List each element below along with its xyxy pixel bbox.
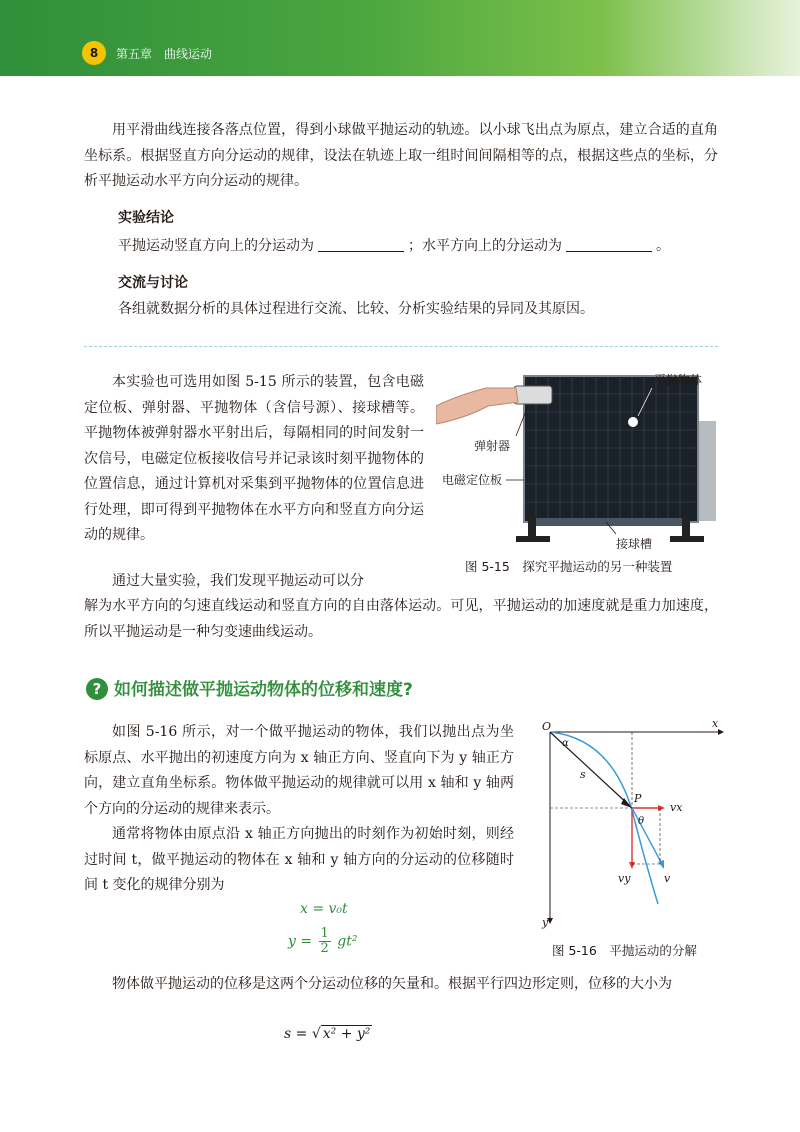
left-leg <box>528 516 536 538</box>
label-board: 电磁定位板 <box>442 473 503 487</box>
label-v: v <box>664 872 671 885</box>
fraction-numerator: 1 <box>320 926 329 941</box>
answer-blank-vertical[interactable] <box>318 237 404 252</box>
label-vy: vy <box>618 872 631 885</box>
time-paragraph: 通常将物体由原点沿 x 轴正方向抛出的时刻作为初始时刻，则经过时间 t，做平抛运动的物体在 x 轴和 y 轴方向的分运动的位移随时间 t 变化的规律分别为 <box>84 826 514 893</box>
displacement-paragraph: 物体做平抛运动的位移是这两个分运动位移的矢量和。根据平行四边形定则，位移的大小为 <box>112 976 672 992</box>
label-object: 平抛物体 <box>654 373 703 387</box>
apparatus-paragraph: 本实验也可选用如图 5-15 所示的装置，包含电磁定位板、弹射器、平抛物体（含信号源）、接球槽等。平抛物体被弹射器水平射出后，每隔相同的时间发射一次信号，电磁定位板接收信号并记录该时刻平抛物体的位置信息，通过计算机对采集到平抛物体的位置信息进行处理，即可得到平抛物体在水平方向和竖直方向分运动的规律。 <box>84 374 424 543</box>
conclusion-part3: 。 <box>656 238 670 254</box>
label-vx: vx <box>670 801 683 814</box>
figure-5-15 <box>436 366 726 556</box>
section-title: 如何描述做平抛运动物体的位移和速度? <box>114 680 413 700</box>
conclusion-part1: 平抛运动竖直方向上的分运动为 <box>118 238 314 254</box>
catch-trough <box>536 518 682 526</box>
question-icon: ? <box>86 678 108 700</box>
hand <box>436 388 518 424</box>
formula-s-lhs: s = <box>284 1026 308 1042</box>
fraction-half <box>319 927 331 956</box>
label-alpha: α <box>562 738 569 749</box>
label-launcher: 弹射器 <box>474 439 511 453</box>
formula-s <box>284 1026 372 1042</box>
coord-paragraph: 如图 5-16 所示，对一个做平抛运动的物体，我们以抛出点为坐标原点、水平抛出的初速度方向为 x 轴正方向、竖直向下为 y 轴正方向，建立直角坐标系。物体做平抛运动的规律就可以用 x 轴和 y 轴两个方向的分运动的规律来表示。 <box>84 724 514 817</box>
experiment-paragraph-b: 解为水平方向的匀速直线运动和竖直方向的自由落体运动。可见，平抛运动的加速度就是重力加速度，所以平抛运动是一种匀变速曲线运动。 <box>84 598 718 640</box>
discussion-title: 交流与讨论 <box>118 275 188 291</box>
velocity-vector <box>632 808 662 864</box>
section-heading <box>86 675 413 700</box>
formula-y <box>288 927 357 956</box>
discussion-text: 各组就数据分析的具体过程进行交流、比较、分析实验结果的异同及其原因。 <box>118 301 594 317</box>
intro-paragraph: 用平滑曲线连接各落点位置，得到小球做平抛运动的轨迹。以小球飞出点为原点，建立合适的直角坐标系。根据竖直方向分运动的规律，设法在轨迹上取一组时间间隔相等的点，根据这些点的坐标，分析平抛运动水平方向分运动的规律。 <box>84 122 718 189</box>
answer-blank-horizontal[interactable] <box>566 237 652 252</box>
label-s: s <box>580 768 586 781</box>
chapter-title: 第五章 曲线运动 <box>116 47 213 61</box>
label-x-axis: x <box>712 718 719 730</box>
formula-y-rhs: gt² <box>337 933 358 950</box>
figure-5-15-caption: 图 5-15 探究平抛运动的另一种装置 <box>465 559 673 574</box>
right-leg <box>682 516 690 538</box>
conclusion-part2: ；水平方向上的分运动为 <box>408 238 562 254</box>
label-theta: θ <box>638 816 645 827</box>
divider <box>84 346 718 347</box>
label-y-axis: y <box>542 916 549 929</box>
label-origin: O <box>542 720 552 733</box>
left-foot <box>516 536 550 542</box>
fraction-denominator: 2 <box>320 941 329 956</box>
figure-5-16 <box>540 718 730 933</box>
formula-y-lhs: y = <box>288 933 313 950</box>
conclusion-line <box>118 235 670 255</box>
launcher <box>514 386 552 404</box>
label-point: P <box>634 792 642 805</box>
sqrt-sign: √ <box>311 1026 321 1042</box>
conclusion-title: 实验结论 <box>118 210 174 226</box>
formula-s-rhs: x² + y² <box>322 1026 371 1042</box>
page-number: 8 <box>82 41 106 65</box>
formula-x: x = v₀t <box>300 901 348 917</box>
projectile-ball <box>628 417 638 427</box>
label-trough: 接球槽 <box>616 537 653 551</box>
experiment-paragraph-a: 通过大量实验，我们发现平抛运动可以分 <box>112 573 364 589</box>
right-foot <box>670 536 704 542</box>
header-band <box>0 0 800 76</box>
figure-5-16-caption: 图 5-16 平抛运动的分解 <box>552 943 697 958</box>
